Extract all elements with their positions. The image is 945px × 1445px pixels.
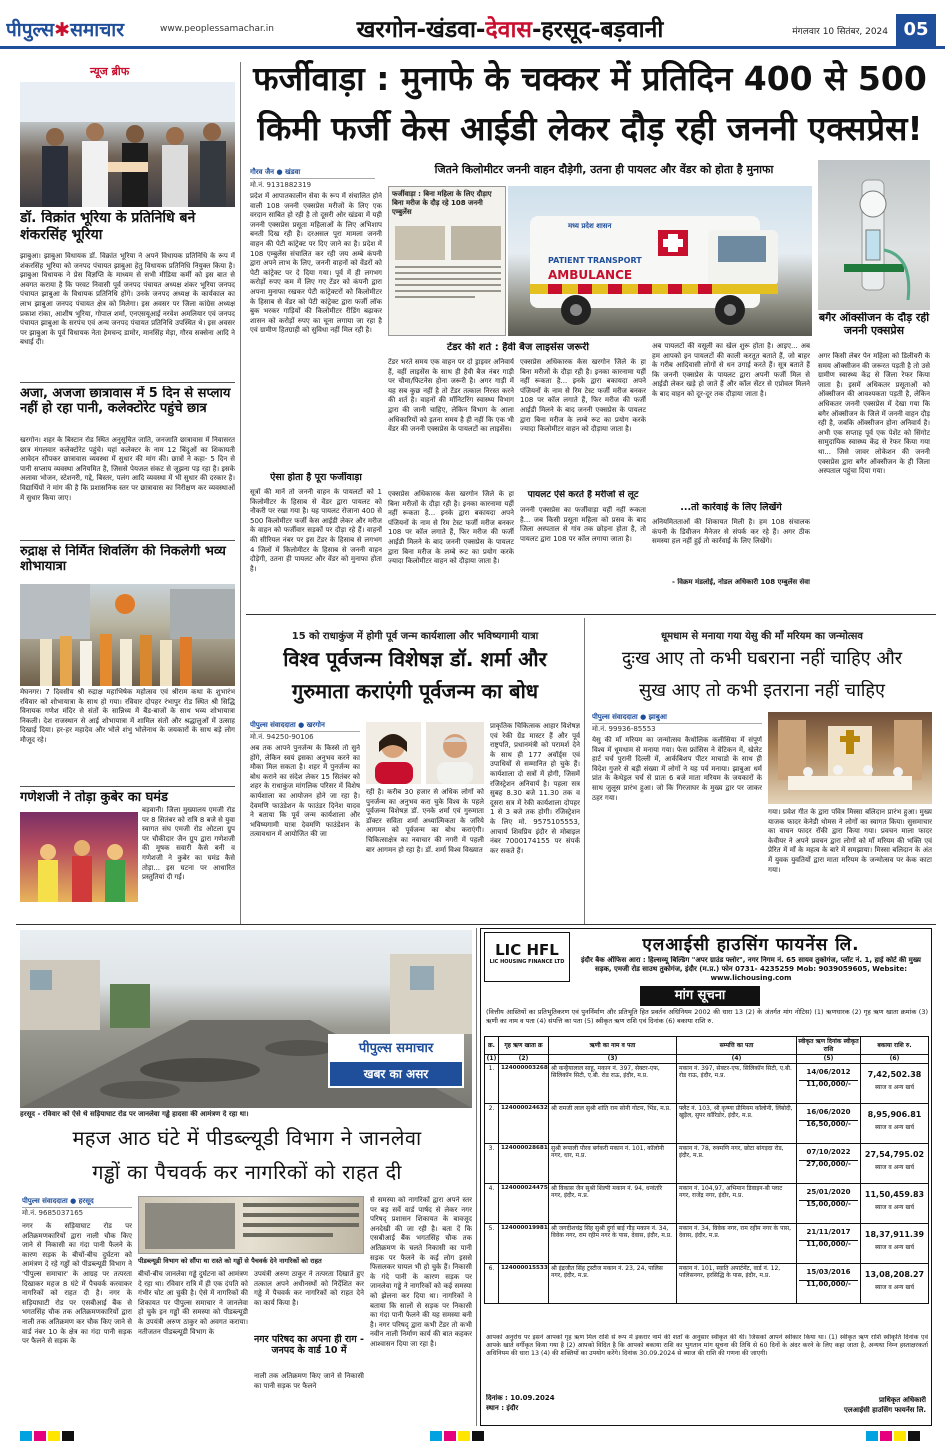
row-sanction-amount: 11,00,000/- <box>799 1280 858 1289</box>
story3-mobile: मो.नं. 99936-85553 <box>592 723 762 734</box>
reg-mark-black-2 <box>472 1431 484 1441</box>
notice-place: स्थान : इंदौर <box>486 1404 519 1412</box>
row-due <box>861 1263 929 1303</box>
header-sn: क्र. <box>485 1037 499 1055</box>
row-sanction <box>797 1183 861 1223</box>
row-due-note: ब्याज व अन्य खर्च <box>874 1284 915 1291</box>
lead-mobile: मो.नं. 9131882319 <box>250 178 375 190</box>
oxygen-regulator-illustration <box>818 160 930 310</box>
lead-col-4b: अनियमितताओं की शिकायत मिली है। हम 108 संचालक कंपनी के डिवीजन मैनेजर से संपर्क कर रहे हैं। अगर ठीक समस्या हल नहीं हुई तो कार्रवाई के लिए लिखेंगे। <box>652 518 810 546</box>
table-row <box>485 1143 929 1183</box>
row-sanction <box>797 1103 861 1143</box>
row-account: 124000019981 <box>499 1223 549 1263</box>
ambulance-text-ambulance: AMBULANCE <box>548 268 633 282</box>
lead-col-1b: सूत्रों की मानें तो जननी वाहन के पायलटों को 1 किलोमीटर के हिसाब से वेंडर द्वारा पायलट को नौकरी पर रखा गया है। यह पायलट रोजाना 400 से 500 किलोमीटर फर्जी केस आईडी लेकर और मरीज के वाहन को फर्जीवार सड़कों पर दौड़ा रहे हैं। वाहनों की सीरियल नंबर पर इस टेंडर के हिसाब से लगभग 4 जिलों में किलोमीटर के हिसाब से जननी वाहन दौड़ेगी, उतना ही पायलट और वेंडर को मुनाफा होता है। <box>250 488 382 573</box>
row-sn: 3. <box>485 1143 499 1183</box>
notice-table-subheader <box>485 1055 929 1064</box>
lead-ambulance-photo <box>508 186 812 336</box>
lead-quote-name: - विक्रम मंडलोई, नोडल अधिकारी 108 एम्बुलेंस सेवा <box>671 578 810 586</box>
row-borrower: श्री विकास जैन सुश्री शिल्पी मकान नं. 94, धन्वंतरि नगर, इंदौर, म.प्र. <box>549 1183 677 1223</box>
row-sanction <box>797 1223 861 1263</box>
brief-body-1: झाबुआ। झाबुआ विधायक डॉ. विक्रांत भूरिया ने अपने विधायक प्रतिनिधि के रूप में शंकरसिंह भूरिया को जनपद पंचायत झाबुआ हेतु विधायक प्रतिनिधि नियुक्त किया है। झाबुआ विधायक ने प्रेस विज्ञप्ति के माध्यम से सभी मीडिया कर्मी को इस बात से अवगत कराया है कि परवट निवासी पूर्व जनपद पंचायत अध्यक्ष शंकर भूरिया जनपद पंचायत झाबुआ के विधायक प्रतिनिधि होंगे। उनके जनपद अध्यक्ष के कार्यकाल का लाभ झाबुआ जनपद पंचायत क्षेत्र को मिलेगा। इस अवसर पर जिला कांग्रेस अध्यक्ष प्रकाश रांका, आशीष भूरिया, गोपाल शर्मा, एनएसयूआई नरवेश अमलियार एवं जनपद पंचायत झाबुआ के सरपंच एवं अन्य जनपद पंचायत प्रतिनिधि उपस्थित थे। इस अवसर पर झाबुआ के पूर्व विधायक नेता हेमचन्द डामोर, मानसिंह मेड़ा, गौरव सक्सेना आदि ने बधाई दी। <box>20 252 235 347</box>
reg-mark-yellow-3 <box>894 1431 906 1441</box>
lead-oxygen-photo <box>818 160 930 310</box>
row-property: मकान नं. 78, रुक्मणि नगर, छोटा बांगड़दा रोड, इंदौर, म.प्र. <box>677 1143 797 1183</box>
portrait-woman <box>366 722 421 784</box>
brief-photo-3-procession <box>20 584 235 686</box>
brief-photo-3 <box>20 584 235 686</box>
story3-headline-1: दुःख आए तो कभी घबराना नहीं चाहिए और <box>621 648 903 669</box>
notice-company: एलआईसी हाउसिंग फायनेंस लि. <box>642 935 860 954</box>
story2-col-2: रही है। करीब 30 हजार से अधिक लोगों को पुनर्जन्म का अनुभव करा चुके विश्व के पहले पूर्वजन्म विशेषज्ञ डॉ. एनके शर्मा एवं गुरुमाता डॉक्टर सविता शर्मा अध्यात्मिकता के जरिये आगमन को पूर्वजन्म का बोध कराएंगी। चिकित्साक्षेत्र का नवाचार की नगरी में पहली बार आगमन हो रहा है। डॉ. शर्मा विश्व विख्यात <box>366 788 484 854</box>
row-due-note: ब्याज व अन्य खर्च <box>874 1204 915 1211</box>
notice-signatory: प्राधिकृत अधिकारी <box>878 1396 926 1404</box>
subheader-6: (6) <box>861 1055 929 1064</box>
row-due-amount: 27,54,795.02 <box>864 1149 925 1159</box>
row-sanction-amount: 11,00,000/- <box>799 1080 858 1089</box>
row-due <box>861 1183 929 1223</box>
row-sanction <box>797 1263 861 1303</box>
row-account: 124000024475 <box>499 1183 549 1223</box>
portrait-man <box>426 722 484 784</box>
row-borrower: श्री कन्हैयालाल साहू, मकान नं. 397, सेक्टर-एफ, सिलिकॉन सिटी, ए.बी. रोड राऊ, इंदौर, म.प्र. <box>549 1063 677 1103</box>
brief-headline-4: गणेशजी ने तोड़ा कुबेर का घमंड <box>20 790 169 805</box>
lead-reporter: गौरव जैन ● खंडवा <box>250 168 301 176</box>
row-due-note: ब्याज व अन्य खर्च <box>874 1084 915 1091</box>
pothole-clip-caption: पीडब्ल्यूडी विभाग को सौंपा था रास्ते को गड्ढों से पैचवर्क देने नागरिकों को राहत <box>138 1257 322 1265</box>
pothole-headline-1: महज आठ घंटे में पीडब्ल्यूडी विभाग ने जानलेवा <box>72 1126 422 1150</box>
row-borrower: श्री रामजी लाल सुश्री शांति राम सोनी गोटम, भिंड, म.प्र. <box>549 1103 677 1143</box>
lead-col-4: अब पायलटों की वसूली का खेल शुरू होता है। आइए... अब हम आपको इन पायलटों की काली करतूत बताते हैं, जो बाहर के गरीब आदिवासी लोगों से धन उगाई करते हैं। सूत्र बताते हैं कि जननी एक्सप्रेस के पायलट द्वारा अपनी फर्जी मिल से आईडी लेकर खड़े हो जाते हैं और कॉल सेंटर से एप्रोवल मिलने के बाद वाहन को दूर-दूर तक दौड़ाया जाता है। <box>652 342 810 398</box>
row-property: मकान नं. 397, सेक्टर-एफ, सिलिकॉन सिटी, ए.बी. रोड राऊ, इंदौर, म.प्र. <box>677 1063 797 1103</box>
church-illustration <box>768 712 932 804</box>
page-number: 05 <box>896 14 936 46</box>
lead-col-3: एक्सप्रेस अधिकारक केस खरगोन जिले के हा बिना मरीजों के दौड़ा रही है। इनका कारनामा यहीं नहीं रूकता है... इनके द्वारा बकायदा अपने पंजियनों के नाम से रिम टेस्ट फर्जी मरीज बनकर 108 पर कॉल लगाते हैं, फिर मरीज की फर्जी आईडी मिलने के बाद जननी एक्सप्रेस के पायलट द्वारा बिना मरीज के लम्बे रूट का प्रयोग करके ज्यादा किलोमीटर वाहन को दौड़ाया जाता है। <box>388 490 514 566</box>
row-sn: 2. <box>485 1103 499 1143</box>
row-due-note: ब्याज व अन्य खर्च <box>874 1244 915 1251</box>
row-due <box>861 1103 929 1143</box>
row-sanction-date: 07/10/2022 <box>806 1147 851 1156</box>
row-sanction-date: 14/06/2012 <box>806 1067 851 1076</box>
brief-photo-4-stage <box>20 812 138 902</box>
row-due-amount: 18,37,911.39 <box>864 1229 925 1239</box>
row-sn: 6. <box>485 1263 499 1303</box>
pothole-col-3b: नाली तक अतिक्रमण किए जाने से निकासी का पानी सड़क पर फैलने <box>254 1372 364 1390</box>
row-account: 124000028681 <box>499 1143 549 1183</box>
brief-headline-3: रुद्राक्ष से निर्मित शिवलिंग की निकलेगी भव्य शोभायात्रा <box>20 544 226 575</box>
row-sanction-date: 16/06/2020 <box>806 1107 851 1116</box>
row-sanction-amount: 15,00,000/- <box>799 1200 858 1209</box>
brief-photo-1-figures <box>20 82 235 207</box>
brief-body-4: बड़वानी। जिला मुख्यालय एमजी रोड पर 8 सितंबर को रात्रि 8 बजे से युवा स्वागत संघ एमजी रोड ओटला ग्रुप पर चौकीदार जैन ग्रुप द्वारा गणेशजी की मूषक सवारी कैसे बनी व गणेशजी ने कुबेर का घमंड कैसे तोड़ा... इस घटना पर आधारित प्रस्तुतियां दी गईं। <box>142 806 235 882</box>
subheader-5: (5) <box>797 1055 861 1064</box>
masthead-logo <box>6 16 156 44</box>
logo-right: समाचार <box>70 19 124 41</box>
lead-col-3b: जननी एक्सप्रेस का फर्जीवाड़ा यहीं नहीं रूकता है... जब किसी प्रसूता महिला को प्रसव के बाद जिला अस्पताल से गांव तक छोड़ना होता है, तो पायलट द्वारा 108 पर कॉल लगाया जाता है। <box>520 506 646 543</box>
row-sn: 5. <box>485 1223 499 1263</box>
lead-headline-line-2: किमी फर्जी केस आईडी लेकर दौड़ रही जननी एक्सप्रेस! <box>257 110 923 148</box>
row-sn: 4. <box>485 1183 499 1223</box>
story3-headline-2: सुख आए तो कभी इतराना नहीं चाहिए <box>639 680 885 701</box>
reg-mark-black-3 <box>908 1431 920 1441</box>
lead-bottom-rule <box>246 614 936 615</box>
lead-photo-caption: जितने किलोमीटर जननी वाहन दौड़ेगी, उतना ही पायलट और वेंडर को होता है मुनाफा <box>434 163 774 176</box>
left-column-rule <box>240 62 241 924</box>
story3-reporter: पीपुल्स संवाददाता ● झाबुआ <box>592 713 667 721</box>
header-property: सम्पत्ति का पता <box>677 1037 797 1055</box>
news-brief-label: न्यूज ब्रीफ <box>90 65 130 78</box>
reg-mark-black <box>62 1431 74 1441</box>
row-sanction-amount: 11,00,000/- <box>799 1240 858 1249</box>
story2-col-3: प्राकृतिक चिकित्सक आहार विशेषज्ञ एवं रेकी ग्रेंड मास्टर हैं और पूर्व राष्ट्रपति, प्रधानमंत्री को परामर्श देने के साथ ही 177 अवॉर्ड्स एवं उपाधियों से सम्मानित हो चुके हैं। कार्यशाला दो सत्रों में होगी, जिसमें रजिस्ट्रेशन अनिवार्य है। पहला सत्र सुबह 8.30 बजे 11.30 तक व दूसरा सत्र में रेकी कार्यशाला दोपहर 1 से 3 बजे तक होगी। रजिस्ट्रेशन के लिए मो. 9575105553, आचार्य शिवप्रिय इंदौर से मोबाइल नंबर 7000174155 पर संपर्क कर सकते हैं। <box>490 722 580 855</box>
story3-photo-church <box>768 712 932 804</box>
notice-left-rule <box>476 928 477 1426</box>
lead-subhead-3: पायलट ऐसे करते हैं मरीजों से लूट <box>527 490 639 500</box>
masthead-section-title <box>300 12 720 44</box>
row-sanction-date: 15/03/2016 <box>806 1267 851 1276</box>
brief-photo-4 <box>20 812 138 902</box>
notice-title: मांग सूचना <box>640 986 760 1006</box>
section-part-3: -हरसूद-बड़वानी <box>531 17 664 43</box>
center-column-rule <box>584 618 585 924</box>
brief-headline-1: डॉ. विक्रांत भूरिया के प्रतिनिधि बने शंकरसिंह भूरिया <box>20 210 196 243</box>
section-part-1: खरगोन-खंडवा- <box>356 17 486 43</box>
story2-headline-2: गुरुमाता कराएंगी पूर्वजन्म का बोध <box>291 680 539 703</box>
brief-body-3: मेघनगर। 7 दिवसीय श्री रुद्राक्ष महाभिषेक महोत्सव एवं श्रीराम कथा के शुभारंभ रविवार को शोभायात्रा के साथ हो गया। रविवार दोपहर रंभापुर रोड स्थित श्री सिद्धि विनायक गणेश मंदिर से संतों के सान्निध्य में बैंड-बाजों के साथ भव्य शोभायात्रा निकली। देश राजस्थान से आई शोभायात्रा में शामिल संतों और श्रद्धालुओं में उत्साह दिखाई दिया। हर-हर महादेव और भोले शंभु भोलेनाथ के जयकारों के साथ बड़े लोग मौजूद रहे। <box>20 688 235 744</box>
row-due <box>861 1063 929 1103</box>
row-account: 124000015533 <box>499 1263 549 1303</box>
brief-body-2: खरगोन। शहर के बिस्टान रोड स्थित अनुसूचित जाति, जनजाति छात्रावास में निवासरत छात्र मंगलवार कलेक्टोरेट पहुंचे। यहां कलेक्टर के नाम 12 बिंदुओं का शिकायती आवेदन सौंपकर छात्रावास व्यवस्था में सुधार की मांग की। छात्रों ने कहा- 5 दिन से पानी सप्लाय व्यवस्था अनियमित है, जिससे पेयजल संकट से जूझना पड़ रहा है। इसके अलावा भोजन, स्टेशनरी, गद्दे, बिस्तर, पलंग आदि व्यवस्था में भी सुधार की दरकार है। विद्यार्थियों ने मांग की है कि प्रशासनिक स्तर पर छात्रावास का निरीक्षण कर व्यवस्थाओं में सुधार किया जाए। <box>20 436 235 502</box>
impact-label: खबर का असर <box>363 1067 429 1081</box>
reg-mark-cyan <box>20 1431 32 1441</box>
pothole-col-4: से समस्या को नागरिकों द्वारा अपने स्तर पर बड़ सर्वे वार्ड पार्षद से लेकर नगर परिषद् प्रशासन शिकायत के बावजूद अनदेखी की जा रही है। बता दें कि एसबीआई बैंक भगतसिंह चौक तक अतिक्रमण के चलते निकासी का पानी सड़क पर फैलने के कई लोग इससे फिसलकर घायल भी हो चुके हैं। निकासी के गंदे पानी के कारण सड़क पर जानलेवा गड्ढे ने नागरिकों को कई समस्या को झेलना कर दिया था। नागरिकों ने बताया कि सालों से सड़क पर निकासी का गंदा पानी फैलने की यह समस्या बनी है। नगर परिषद् द्वारा कभी टेंडर तो कभी नवीन नाली निर्माण कार्य की बात कहकर आश्वासन दिया जा रहा है। <box>370 1196 472 1348</box>
story3-col-2: गया। प्रवेश गीत के द्वारा पवित्र मिस्सा बलिदान प्रारंभ हुआ। मुख्य याजक फादर केनेडी थोमस ने लोगों का स्वागत किया। सुसमाचार का वाचन फादर रॉकी द्वारा किया गया। प्रवचन माला फादर केवीयर ने अपने प्रवचन द्वारा लोगों को माँ मरियम की भक्ति एवं प्रेरित में माँ के महत्व के बारे में समझाया। मिस्सा बलिदान के अंत में युवक युवतियों द्वारा माता मरियम के जन्मोत्सव पर केक काटा गया। <box>768 808 932 874</box>
masthead-date: मंगलवार 10 सितंबर, 2024 <box>792 27 888 37</box>
pothole-photo-caption: हरसूद - रविवार को ऐसे थे सड़ियाघाट रोड पर जानलेवा गड्ढे हादसा की आमंत्रण दे रहा था। <box>20 1110 249 1118</box>
story2-photo-man <box>426 722 484 784</box>
row-due-amount: 13,08,208.27 <box>864 1269 925 1279</box>
row-due-amount: 7,42,502.38 <box>867 1069 922 1079</box>
header-account: गृह ऋण खाता क्र <box>499 1037 549 1055</box>
lead-col-5: अगर किसी लेबर पेन महिला को डिलीवरी के समय ऑक्सीजन की जरूरत पड़ती है तो उसे ग्रामीण स्वास्थ्य केंद्र से जिला रेफर किया जाता है। इसमें अधिकतर प्रसूताओं को ऑक्सीजन की आवश्यकता पड़ती है, लेकिन अधिकतर जननी एक्सप्रेस में देखा गया कि बगैर ऑक्सीजन के जिले में जननी वाहन दौड़ रही है, जबकि ऑक्सीजन होना अनिवार्य है। अभी एक सप्ताह पूर्व एक पेशेंट को सिंगोट सामुदायिक स्वास्थ्य केंद्र से रेफर किया गया था... जिसे जावर लोकेशन की जननी एक्सप्रेस द्वारा बगैर ऑक्सीजन के ही जिला अस्पताल पहुंचा दिया गया। <box>818 352 930 476</box>
story2-headline-1: विश्व पूर्वजन्म विशेषज्ञ डॉ. शर्मा और <box>283 648 547 671</box>
subheader-3: (3) <box>549 1055 677 1064</box>
table-row <box>485 1103 929 1143</box>
reg-mark-yellow <box>48 1431 60 1441</box>
pothole-col-3: उपयंत्री अरुण ठाकुर ने तत्परता दिखाते हुए तत्काल अपने अधीनस्थों को निर्देशित कर गड्ढे में पैचवर्क कर नागरिकों को राहत देने का कार्य किया है। <box>254 1270 364 1307</box>
brief-headline-2: अजा, अजजा छात्रावास में 5 दिन से सप्लाय नहीं हो रहा पानी, कलेक्टोरेट पहुंचे छात्र <box>20 386 231 417</box>
masthead-url[interactable]: www.peoplessamachar.in <box>160 24 274 34</box>
notice-signatory-sub: एलआईसी हाउसिंग फायनेंस लि. <box>843 1406 926 1414</box>
subheader-4: (4) <box>677 1055 797 1064</box>
pothole-clip-photo <box>138 1196 364 1254</box>
pothole-subhead: नगर परिषद का अपना ही राग - जनपद के वार्ड 10 में <box>254 1334 364 1357</box>
lead-col-3-right: एक्सप्रेस अधिकारक केस खरगोन जिले के हा बिना मरीजों के दौड़ा रही है। इनका कारनामा यहीं नहीं रूकता है... इनके द्वारा बकायदा अपने पंजियनों के नाम से रिम टेस्ट फर्जी मरीज बनकर 108 पर कॉल लगाते हैं, फिर मरीज की फर्जी आईडी मिलने के बाद जननी एक्सप्रेस के पायलट द्वारा बिना मरीज के लम्बे रूट का प्रयोग करके ज्यादा किलोमीटर वाहन को दौड़ाया जाता है। <box>520 358 646 434</box>
table-row <box>485 1063 929 1103</box>
header-due: बकाया राशि रु. <box>861 1037 929 1055</box>
row-property: फ्लैट नं. 103, श्री कृष्णा प्रीमियम कॉलोनी, लिंबोदी, खुड़ैल, सुपर कॉरिडोर, इंदौर, म.प्र. <box>677 1103 797 1143</box>
row-borrower: सुश्री रूपाली पौरव बर्गकरी मकान नं. 101, कॉलोनी नगर, धार, म.प्र. <box>549 1143 677 1183</box>
story3-col-1: येसु की माँ मरियम का जन्मोत्सव कैथोलिक कलीसिया में संपूर्ण विश्व में धूमधाम से मनाया गया। फेस फ्रांसिस ने वेटिकन में, खेलेट हार्ट चर्च पुरानी दिल्ली में, आर्कबिशप पीटर माचाडो के साथ ही विदेश गुजरे से बड़ी संख्या में लोगों ने यह पर्व मनाया। झाबुआ धर्म प्रांत के केथेड्रल चर्च से प्रातः 6 बजे माता मरियम के जयकारों के साथ जुलूस प्रारंभ हुआ। जो कि गिरजाघर के मुख्य द्वार पर जाकर ठहर गया। <box>592 736 762 802</box>
row-due-amount: 11,50,459.83 <box>864 1189 925 1199</box>
notice-table <box>484 1036 929 1304</box>
reg-mark-cyan-3 <box>866 1431 878 1441</box>
lead-col-1: प्रदेश में आपातकालीन सेवा के रूप में संचालित होने वाली 108 जननी एक्सप्रेस मरीजों के लिए एक वरदान साबित हो रही है तो दूसरी ओर खंडवा में यही जननी एक्सप्रेस प्रसूता महिलाओं के लिए अभिशाप बनती दिख रही है। दरअसल पूरा मामला जननी वाहन की पेटी कांट्रेक्ट पर दिए जाने का है। प्रदेश में 108 एम्बुलेंस संचालित कर रही जय अम्बे कंपनी द्वारा अपने लाभ के लिए, जननी वाहनों को वेंडरों को पेटी कांट्रेक्ट पर दे दिया गया। पूर्व में ही लगभग करोड़ों रुपए कम में लिए गए टेंडर को कंपनी द्वारा अपना मुनाफा रखकर पेटी कांट्रेक्टरों को किलोमीटर के हिसाब से वेंडर को पेटी कांट्रेक्ट द्वारा फर्जी लॉक बुक भरकर गाड़ियों की किलोमीटर रीडिंग बढ़ाकर शासन को करोड़ों रुपए का चूना लगाया जा रहा है एवं ग्रामीण हितग्राही को सुविधा नहीं मिल रही है। <box>250 192 382 335</box>
story2-mobile: मो.नं. 94250-90106 <box>250 731 360 742</box>
notice-footer: आपको अनुरोध पर इसने आपको गृह ऋण मिल राशि से रूप में इकरार नामे की शर्तों के अनुसार स्वीकृत की थी। जिसको आपने स्वीकार किया था। (1) स्वीकृत ऋण राशि स्वीकृति दिनांक एवं आपके खाते वर्गीकृत किया गया है (2) आपको विदित है कि आपको बकाया राशि का भुगतान मांग सूचना की तिथि से 60 दिनों के अंदर करने के लिए कहा जाता है, अन्यथा निम्न हस्ताक्षरकर्ता अधिनियम की धारा 13 (4) की शक्तियों का उपयोग करेंगे। दिनांक 30.09.2024 से ब्याज की राशि की गणना की जाएगी। <box>486 1334 928 1358</box>
pothole-headline-2: गड्ढों का पैचवर्क कर नागरिकों को राहत दी <box>92 1160 402 1184</box>
lead-col-2: टेंडर भरते समय एक वाहन पर दो ड्राइवर अनिवार्य हैं, वहीं लाइसेंस के साथ ही हैवी बैज नंबर गाड़ी पर चौमा/फिटनेस होना जरूरी है। अगर गाड़ी में यह सब कुछ नहीं है तो टेंडर तत्काल निरस्त करने की शर्त है। वाहनों की मॉनिटरिंग स्वास्थ्य विभाग द्वारा की जानी चाहिए, लेकिन विभाग के आला अधिकारियों को इतना समय है ही नहीं कि एक भी वेंडर की जननी एक्सप्रेस के पायलटों का लाइसेंस। <box>388 358 514 434</box>
clipping-title: फर्जीवाड़ा : बिना महिला के लिए दौड़ाए बिना मरीज के दौड़ रहे 108 जननी एम्बुलेंस <box>392 190 492 216</box>
brief-rule-1 <box>20 382 235 383</box>
lic-logo-sub: LIC HOUSING FINANCE LTD <box>489 959 565 965</box>
pothole-col-1: नगर के सड़ियाघाट रोड पर अतिक्रमणकारियों द्वारा नाली चौक किए जाने से निकासी का गंदा पानी फैलने के कारण सड़क के बीचों-बीच दुर्घटना को आमंत्रण दे रहे गड्ढों को पीडब्ल्यूडी विभाग ने 'पीपुल्स समाचार' के आग्रह पर तत्परता दिखाकर महज 8 घंटे में पैचवर्क करवाकर नागरिकों को राहत दी है। नगर के सड़ियाघाटी रोड पर एसबीआई बैंक से भगतसिंह चौक तक अतिक्रमणकारियों द्वारा नाली तक अतिक्रमण कर चौक किए जाने से वार्ड नंबर 10 के क्षेत्र का गंदा पानी सड़क पर फैलने से सड़क के <box>22 1222 132 1346</box>
notice-intro: (वित्तीय आस्तियों का प्रतिभूतिकरण एवं पुनर्निर्माण और प्रतिभूति हित प्रवर्तन अधिनियम 2002 की धारा 13 (2) के अंतर्गत मांग नोटिस) (1) ऋणधारक (2) गृह ऋण खाता क्रमांक (3) ऋणी का नाम व पता (4) संपत्ति का पता (5) स्वीकृत ऋण राशि एवं दिनांक (6) बकाया राशि रु. <box>486 1008 928 1025</box>
reg-mark-yellow-2 <box>458 1431 470 1441</box>
row-due-amount: 8,95,906.81 <box>867 1109 922 1119</box>
clip-photo-illustration <box>139 1197 364 1254</box>
row-sn: 1. <box>485 1063 499 1103</box>
lead-headline-line-1: फर्जीवाड़ा : मुनाफे के चक्कर में प्रतिदिन 400 से 500 <box>253 60 927 98</box>
notice-date: दिनांक : 10.09.2024 <box>486 1394 555 1402</box>
lead-subhead-4: ...तो कार्रवाई के लिए लिखेंगे <box>680 502 782 513</box>
impact-logo-text: पीपुल्स समाचार <box>330 1036 462 1062</box>
row-account: 124000024632 <box>499 1103 549 1143</box>
table-row <box>485 1183 929 1223</box>
brief-rule-3 <box>20 786 235 787</box>
brief-photo-1 <box>20 82 235 207</box>
row-property: मकान नं. 34, विवेक नगर, राम रहीम नगर के पास, देवास, इंदौर, म.प्र. <box>677 1223 797 1263</box>
story2-col-1: अब तक आपने पुनर्जन्म के किस्से तो सुने होंगे, लेकिन स्वयं इसका अनुभव करने का मौका मिल सकता है। शहर में पुनर्जन्म का बोध कराने का संदेश लेकर 15 सितंबर को शहर के राधाकुंज मांगलिक परिसर में विशेष कार्यशाला का आयोजन होने जा रहा है। देवमणि फाउंडेशन के फाउंडर दिनेश यादव ने बताया कि पूर्व जन्म कार्यशाला और भविष्यगामी यात्रा देवमणि फाउंडेशन के तत्वावधान में आयोजित की जा <box>250 744 360 839</box>
header-sanction: स्वीकृत ऋण दिनांक स्वीकृत राशि <box>798 1038 859 1053</box>
row-sanction-amount: 27,00,000/- <box>799 1160 858 1169</box>
lead-clipping <box>388 186 506 336</box>
row-borrower: श्री इंद्रजीत सिंह ट्रस्टीज मकान नं. 23, 24, पालिस नगर, इंदौर, म.प्र. <box>549 1263 677 1303</box>
row-property: मकान नं. 101, स्वाति अपार्टमेंट, वार्ड नं. 12, पालिसनगर, हरसिद्धि के पास, इंदौर, म.प्र. <box>677 1263 797 1303</box>
row-due-note: ब्याज व अन्य खर्च <box>874 1124 915 1131</box>
lead-subhead-1: ऐसा होता है पूरा फर्जीवाड़ा <box>270 472 362 483</box>
row-sanction <box>797 1143 861 1183</box>
row-due <box>861 1143 929 1183</box>
ambulance-text-transport: PATIENT TRANSPORT <box>548 256 642 265</box>
reg-mark-cyan-2 <box>430 1431 442 1441</box>
logo-left: पीपुल्स <box>6 19 55 41</box>
row-borrower: श्री जगदीशचंद्र सिंह सुश्री दुर्गा बाई गौड़ मकान नं. 34, विवेक नगर, राम रहीम नगर के पास, देवास, इंदौर, म.प्र. <box>549 1223 677 1263</box>
notice-table-body <box>485 1063 929 1303</box>
reg-mark-magenta <box>34 1431 46 1441</box>
row-property: मकान नं. 104,97, अभिमान डिवाइन-बी प्लाट नगर, राजेंद्र नगर, इंदौर, म.प्र. <box>677 1183 797 1223</box>
reg-mark-magenta-3 <box>880 1431 892 1441</box>
brief-rule-2 <box>20 540 235 541</box>
story2-photo-woman <box>366 722 421 784</box>
lic-logo-text: LIC HFL <box>495 941 559 959</box>
row-sanction <box>797 1063 861 1103</box>
story3-kicker: धूमधाम से मनाया गया येसु की माँ मरियम का जन्मोत्सव <box>661 631 863 642</box>
row-sanction-amount: 16,50,000/- <box>799 1120 858 1129</box>
header-borrower: ऋणी का नाम व पता <box>549 1037 677 1055</box>
reg-mark-magenta-2 <box>444 1431 456 1441</box>
mid-page-rule <box>16 924 936 925</box>
impact-logo-box <box>328 1034 464 1088</box>
pothole-col-2: बीचों-बीच जानलेवा गड्ढे दुर्घटना को आमंत्रण दे रहा था। रविवार रात्रि में ही एक दंपति को गंभीर चोट आ चुकी है। ऐसे में नागरिकों की शिकायत पर पीपुल्स समाचार ने जानलेवा हो चुके इन गड्ढों की समस्या को पीडब्ल्यूडी के उपयंत्री अरुण ठाकुर को अवगत कराया। नतीजतन पीडब्ल्यूडी विभाग के <box>138 1270 248 1336</box>
row-due-note: ब्याज व अन्य खर्च <box>874 1164 915 1171</box>
notice-table-header <box>485 1037 929 1055</box>
table-row <box>485 1263 929 1303</box>
pothole-reporter: पीपुल्स संवाददाता ● हरसूद <box>22 1197 94 1205</box>
logo-star-icon: ✱ <box>54 19 71 41</box>
row-account: 124000003268 <box>499 1063 549 1103</box>
pothole-mobile: मो.नं. 9685037165 <box>22 1207 132 1218</box>
row-due <box>861 1223 929 1263</box>
clipping-lines <box>389 220 506 330</box>
oxygen-caption: बगैर ऑक्सीजन के दौड़ रही जननी एक्सप्रेस <box>818 312 930 337</box>
story2-reporter: पीपुल्स संवाददाता ● खरगोन <box>250 721 325 729</box>
subheader-1: (1) <box>485 1055 499 1064</box>
row-sanction-date: 25/01/2020 <box>806 1187 851 1196</box>
ambulance-text-mp: मध्य प्रदेश शासन <box>568 222 612 230</box>
notice-address: इंदौर बैक ऑफिस आरा : हिल्सव्यू बिल्डिंग "अपर ग्राउंड फ्लोर", नगर निगम नं. 65 सायव तुकोगंज, प्लॉट नं. 1, हाई कोर्ट की मुख्य सड़क, एमजी रोड साउथ तुकोगंज, इंदौर (म.प्र.) फोन 0731- 4235259 Mob: 9039059605, Website: www.lichousing.com <box>581 956 921 982</box>
row-sanction-date: 21/11/2017 <box>806 1227 851 1236</box>
table-row <box>485 1223 929 1263</box>
subheader-2: (2) <box>499 1055 549 1064</box>
section-part-2: देवास <box>485 17 532 43</box>
lic-logo <box>484 932 570 982</box>
lead-subhead-2: टेंडर की शर्त : हैवी बैज लाइसेंस जरूरी <box>447 342 589 353</box>
story2-kicker: 15 को राधाकुंज में होगी पूर्व जन्म कार्यशाला और भविष्यगामी यात्रा <box>291 631 539 642</box>
masthead-rule <box>0 46 945 49</box>
